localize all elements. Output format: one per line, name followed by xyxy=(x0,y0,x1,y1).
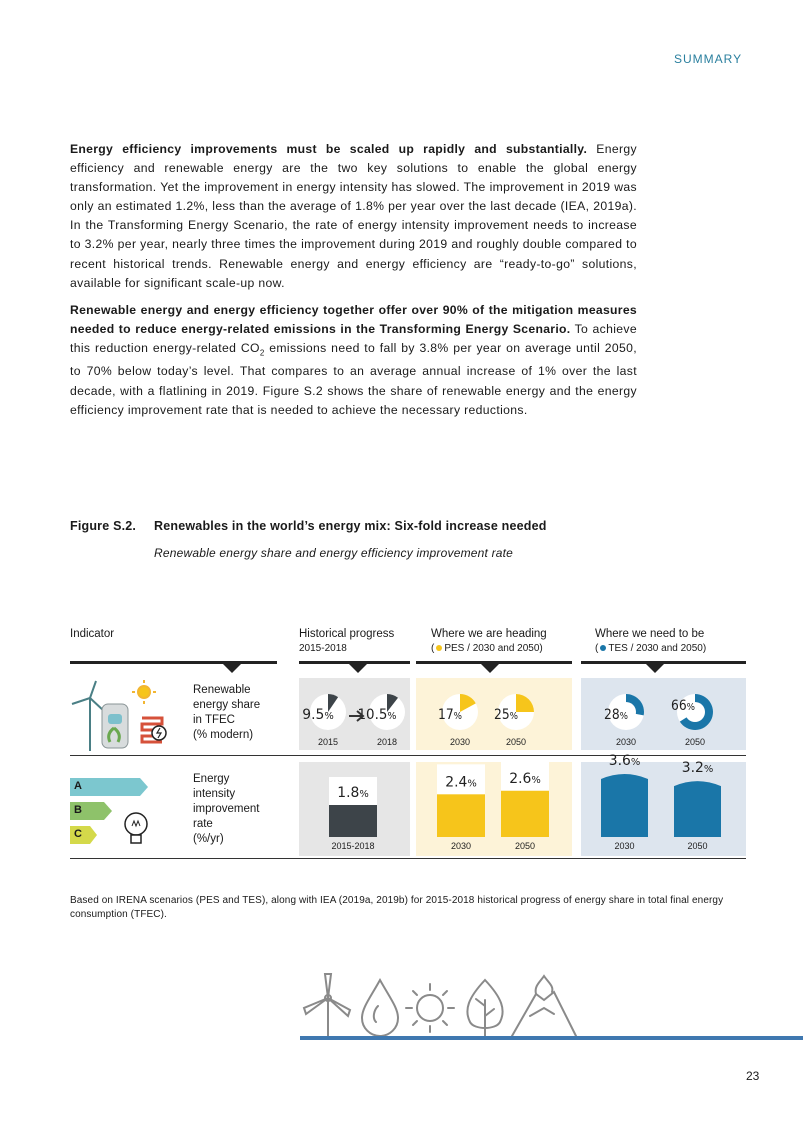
pie-value-label: 10.5% xyxy=(357,707,397,723)
col-heading-paren: ( xyxy=(431,643,435,654)
page-number: 23 xyxy=(746,1069,760,1083)
year-label: 2015 xyxy=(317,737,339,747)
footnote: Based on IRENA scenarios (PES and TES), along with IEA (2019a, 2019b) for 2015-2018 historical progress of energy share in total final energy consumption (TFEC). xyxy=(70,895,724,920)
efficiency-class-label: B xyxy=(74,804,82,816)
efficiency-class-label: C xyxy=(74,828,82,840)
pie-slice xyxy=(516,694,534,712)
bar xyxy=(601,774,648,837)
figure-subtitle: Renewable energy share and energy efficiency improvement rate xyxy=(154,546,514,560)
paragraph-2-text-a: To achieve this reduction energy-related CO xyxy=(70,321,637,355)
row1-label-line: Renewable xyxy=(193,684,251,696)
paragraph-1-lead: Energy efficiency improvements must be scaled up rapidly and substantially. xyxy=(70,142,588,156)
pie-value-label: 25% xyxy=(494,707,520,723)
year-label: 2030 xyxy=(615,737,637,747)
col-need-sub: TES / 2030 and 2050) xyxy=(608,643,707,654)
row1-label-line: energy share xyxy=(193,699,261,711)
co2-subscript: 2 xyxy=(259,348,265,358)
figure-title-text: Renewables in the world’s energy mix: Six-fold increase needed xyxy=(154,519,547,533)
sun-icon xyxy=(406,984,454,1032)
bar-value-label: 3.6% xyxy=(608,753,641,769)
figure-number: Figure S.2. xyxy=(70,519,137,533)
row1-label-line: (% modern) xyxy=(193,729,254,741)
year-label: 2050 xyxy=(687,841,708,851)
row2-label-line: Energy xyxy=(193,773,230,785)
bar-value-label: 1.8% xyxy=(337,785,369,801)
efficiency-class-label: A xyxy=(74,780,82,792)
col-heading-title: Where we are heading xyxy=(431,628,547,640)
bar xyxy=(674,781,721,837)
bar-value-label: 2.4% xyxy=(445,774,477,791)
wind-turbine-icon xyxy=(304,974,350,1036)
col-historical-title: Historical progress xyxy=(299,628,395,640)
year-label: 2015-2018 xyxy=(331,841,375,851)
bar xyxy=(329,805,377,837)
year-label: 2030 xyxy=(614,841,635,851)
pie-value-label: 9.5% xyxy=(302,707,334,723)
year-label: 2050 xyxy=(684,737,706,747)
col-indicator: Indicator xyxy=(70,628,115,640)
pie-value-label: 17% xyxy=(438,707,464,723)
pie-value-label: 28% xyxy=(604,707,630,723)
row1-label-line: in TFEC xyxy=(193,714,235,726)
year-label: 2030 xyxy=(450,841,472,851)
year-label: 2050 xyxy=(505,737,527,747)
bottom-accent-rule xyxy=(300,1036,803,1040)
paragraph-2-text-b: emissions need to fall by 3.8% per year on average until 2050, to 70% below today’s level. That compares to an average annual increase of 1% over the last decade, with a flatlining in 2019. Figure S.2 shows the share of renewable energy and the energy efficiency improvement rate that is needed to achieve the necessary reductions. xyxy=(70,340,637,417)
row2-label-line: (%/yr) xyxy=(193,833,224,845)
bar-value-label: 2.6% xyxy=(509,770,541,787)
paragraph-2-lead: Renewable energy and energy efficiency together offer over 90% of the mitigation measures needed to reduce energy-related emissions in the Transforming Energy Scenario. xyxy=(70,302,637,336)
decorative-icons xyxy=(300,970,590,1040)
paragraph-1-text: Energy efficiency and renewable energy are the two key solutions to enable the global energy transformation. Yet the improvement in energy intensity has slowed. The improvement in 2019 was only an estimated 1.2%, less than the average of 1.8% per year over the last decade (IEA, 2019a). In the Transforming Energy Scenario, the rate of energy intensity improvement needs to increase to 3.2% per year, nearly three times the improvement during 2019 and roughly double compared to recent historical trends. Renewable energy and energy efficiency are “ready-to-go” solutions, available for significant scale-up now. xyxy=(70,142,638,290)
col-heading-sub: PES / 2030 and 2050) xyxy=(444,643,543,654)
water-drop-icon xyxy=(362,980,398,1036)
volcano-icon xyxy=(512,976,576,1036)
pie-value-label: 66% xyxy=(671,698,697,714)
bar-value-label: 3.2% xyxy=(681,760,714,777)
section-header: SUMMARY xyxy=(674,52,743,66)
year-label: 2030 xyxy=(449,737,471,747)
leaf-icon xyxy=(467,980,502,1036)
col-need-title: Where we need to be xyxy=(595,628,705,640)
row2-label-line: rate xyxy=(193,818,213,830)
col-historical-sub: 2015-2018 xyxy=(299,643,347,654)
year-label: 2018 xyxy=(376,737,398,747)
col-need-paren: ( xyxy=(595,643,599,654)
year-label: 2050 xyxy=(514,841,536,851)
bar xyxy=(437,794,485,837)
bar xyxy=(501,791,549,837)
row2-label-line: improvement xyxy=(193,803,260,815)
row2-label-line: intensity xyxy=(193,788,236,800)
